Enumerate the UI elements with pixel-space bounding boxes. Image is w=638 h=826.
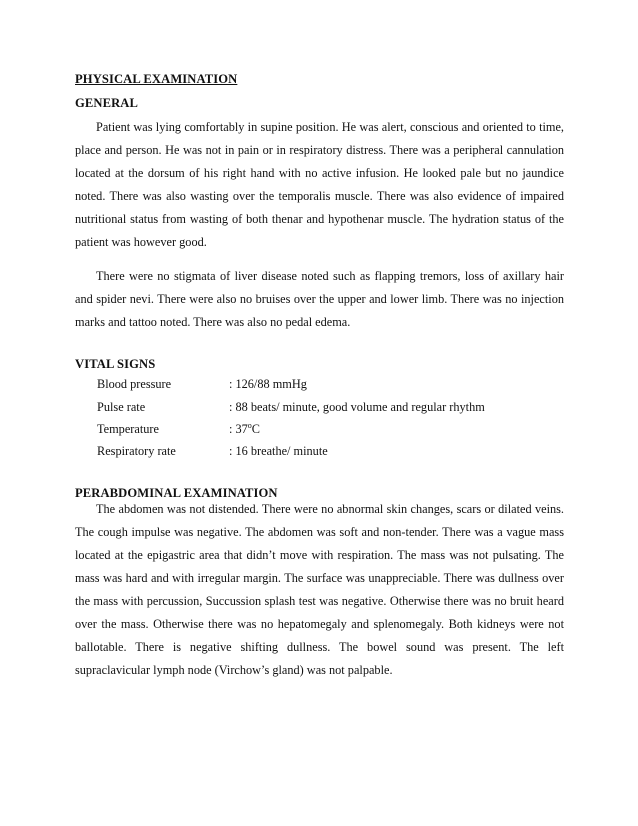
vital-value-respiratory-rate: : 16 breathe/ minute xyxy=(229,444,328,458)
general-paragraph-1-text: Patient was lying comfortably in supine position. He was alert, conscious and oriented to time, place and person. He was not in pain or in respiratory distress. There was a peripheral cannulation located at the dorsum of his right hand with no active infusion. He looked pale but no jaundice noted. There was also wasting over the temporalis muscle. There was also evidence of impaired nutritional status from wasting of both thenar and hypothenar muscle. The hydration status of the patient was however good. xyxy=(75,120,564,249)
vital-value-blood-pressure: : 126/88 mmHg xyxy=(229,377,307,391)
general-paragraph-1 xyxy=(75,116,564,254)
general-paragraph-2-text: There were no stigmata of liver disease noted such as flapping tremors, loss of axillary hair and spider nevi. There were also no bruises over the upper and lower limb. There was no injection marks and tattoo noted. There was also no pedal edema. xyxy=(75,269,564,329)
perabdominal-paragraph-text: The abdomen was not distended. There were no abnormal skin changes, scars or dilated veins. The cough impulse was negative. The abdomen was soft and non-tender. There was a vague mass located at the epigastric area that didn’t move with respiration. The mass was not pulsating. The mass was hard and with irregular margin. The surface was unappreciable. There was dullness over the mass with percussion, Succussion splash test was negative. Otherwise there was no bruit heard over the mass. Otherwise there was no hepatomegaly and splenomegaly. Both kidneys were not ballotable. There is negative shifting dullness. The bowel sound was present. The left supraclavicular lymph node (Virchow’s gland) was not palpable. xyxy=(75,502,564,677)
vital-signs-heading: VITAL SIGNS xyxy=(75,357,156,371)
perabdominal-heading: PERABDOMINAL EXAMINATION xyxy=(75,486,278,500)
degree-superscript: o xyxy=(247,420,252,430)
vital-value-temperature xyxy=(229,422,260,437)
temperature-value-number: : 37 xyxy=(229,422,248,436)
perabdominal-paragraph xyxy=(75,498,564,682)
temperature-unit: C xyxy=(251,422,260,436)
vital-value-pulse-rate: : 88 beats/ minute, good volume and regular rhythm xyxy=(229,400,485,414)
general-paragraph-2 xyxy=(75,265,564,334)
physical-examination-heading: PHYSICAL EXAMINATION xyxy=(75,72,238,86)
vital-label-respiratory-rate: Respiratory rate xyxy=(97,444,176,458)
vital-label-blood-pressure: Blood pressure xyxy=(97,377,172,391)
general-heading: GENERAL xyxy=(75,96,138,110)
vital-label-pulse-rate: Pulse rate xyxy=(97,400,146,414)
vital-label-temperature: Temperature xyxy=(97,422,159,436)
